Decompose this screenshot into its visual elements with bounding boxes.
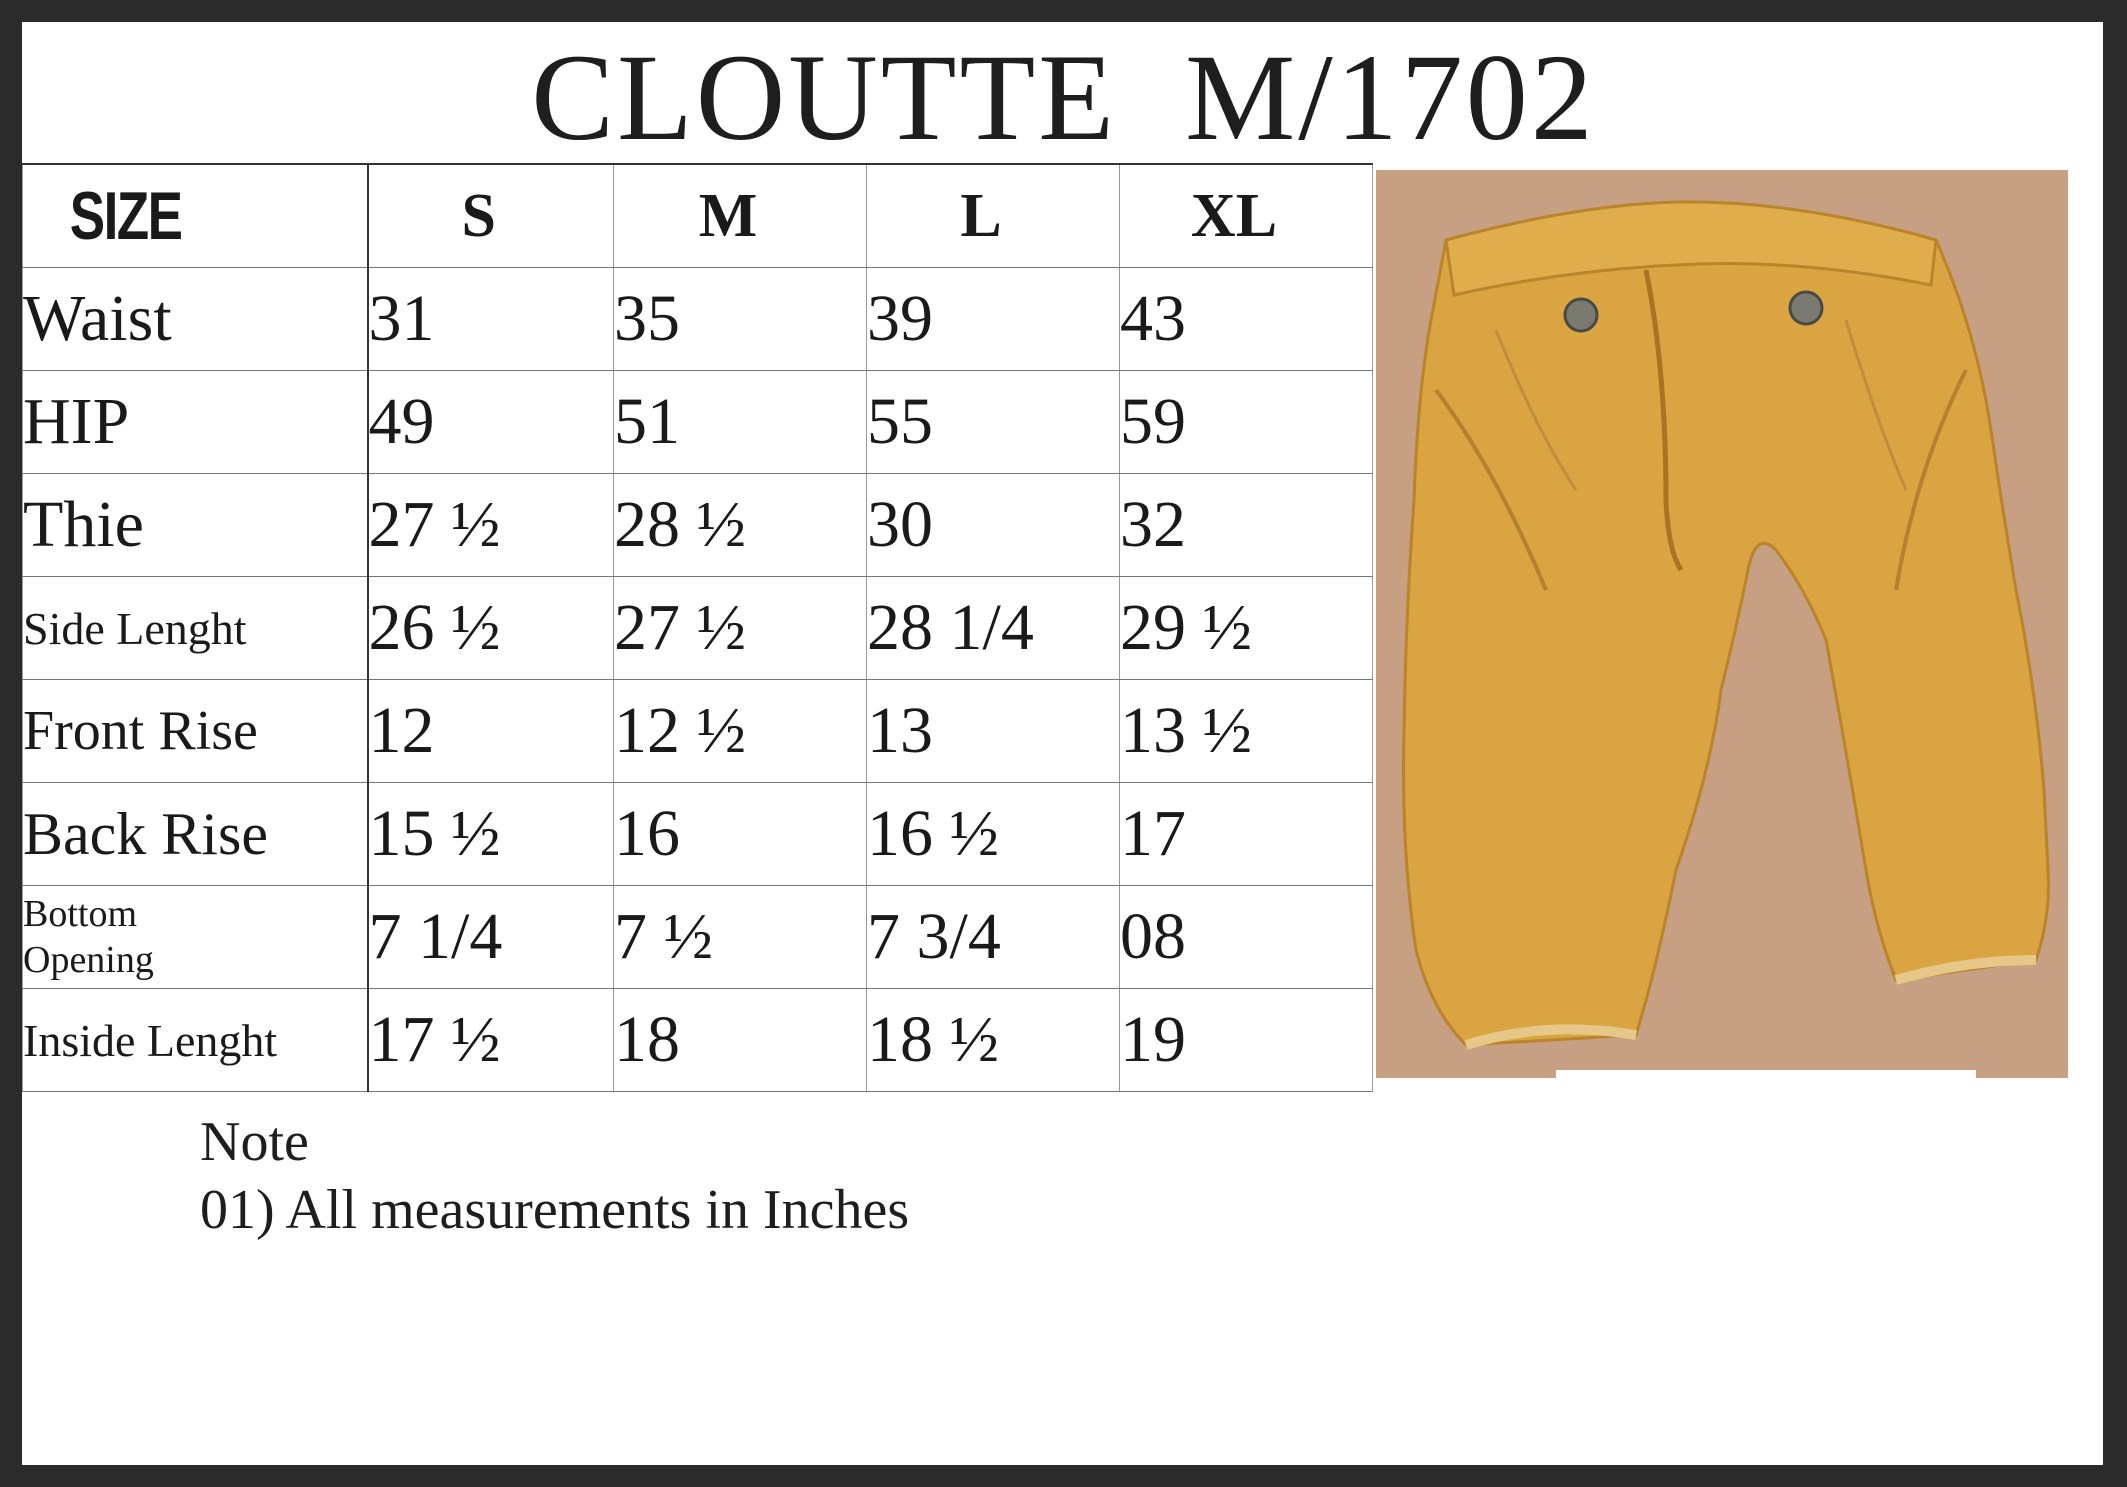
table-cell: 49 [368, 371, 614, 474]
row-label [23, 886, 368, 989]
row-label: Waist [23, 268, 368, 371]
header-xl-cell: XL [1120, 164, 1373, 268]
table-row [23, 268, 1373, 371]
row-label: HIP [23, 371, 368, 474]
table-cell: 18 [614, 989, 867, 1092]
header-m-cell: M [614, 164, 867, 268]
size-chart-table [22, 163, 1373, 1092]
trousers-icon [1376, 170, 2068, 1078]
page-title: CLOUTTE M/1702 [531, 29, 1596, 166]
table-cell: 18 ½ [867, 989, 1120, 1092]
trousers-photo [1376, 170, 2068, 1078]
header-size-cell: SIZE [23, 164, 368, 268]
table-row [23, 474, 1373, 577]
table-cell: 28 1/4 [867, 577, 1120, 680]
table-row [23, 886, 1373, 989]
table-cell: 43 [1120, 268, 1373, 371]
table-cell: 31 [368, 268, 614, 371]
table-row [23, 577, 1373, 680]
table-cell: 32 [1120, 474, 1373, 577]
table-cell: 27 ½ [614, 577, 867, 680]
header-l-cell: L [867, 164, 1120, 268]
table-cell: 08 [1120, 886, 1373, 989]
table-cell: 17 [1120, 783, 1373, 886]
table-cell: 26 ½ [368, 577, 614, 680]
row-label: Inside Lenght [23, 989, 368, 1092]
table-cell: 19 [1120, 989, 1373, 1092]
row-label: Thie [23, 474, 368, 577]
table-cell: 55 [867, 371, 1120, 474]
table-cell: 7 3/4 [867, 886, 1120, 989]
table-cell: 17 ½ [368, 989, 614, 1092]
table-cell: 59 [1120, 371, 1373, 474]
row-label: Back Rise [23, 783, 368, 886]
table-cell: 7 ½ [614, 886, 867, 989]
table-cell: 30 [867, 474, 1120, 577]
table-cell: 27 ½ [368, 474, 614, 577]
row-label-line2: Opening [23, 939, 154, 981]
note-line: 01) All measurements in Inches [200, 1179, 910, 1241]
row-label: Front Rise [23, 680, 368, 783]
table-cell: 39 [867, 268, 1120, 371]
table-cell: 7 1/4 [368, 886, 614, 989]
table-row [23, 680, 1373, 783]
table-cell: 13 ½ [1120, 680, 1373, 783]
table-row [23, 783, 1373, 886]
table-cell: 12 [368, 680, 614, 783]
header-s-cell: S [368, 164, 614, 268]
table-cell: 35 [614, 268, 867, 371]
row-label: Side Lenght [23, 577, 368, 680]
table-cell: 12 ½ [614, 680, 867, 783]
table-row [23, 371, 1373, 474]
table-cell: 29 ½ [1120, 577, 1373, 680]
table-cell: 13 [867, 680, 1120, 783]
table-cell: 16 [614, 783, 867, 886]
table-cell: 51 [614, 371, 867, 474]
table-cell: 16 ½ [867, 783, 1120, 886]
note-block [200, 1108, 909, 1244]
row-label-line1: Bottom [23, 893, 138, 935]
table-cell: 15 ½ [368, 783, 614, 886]
table-header-row [23, 164, 1373, 268]
note-heading: Note [200, 1111, 309, 1173]
table-row [23, 989, 1373, 1092]
table-cell: 28 ½ [614, 474, 867, 577]
